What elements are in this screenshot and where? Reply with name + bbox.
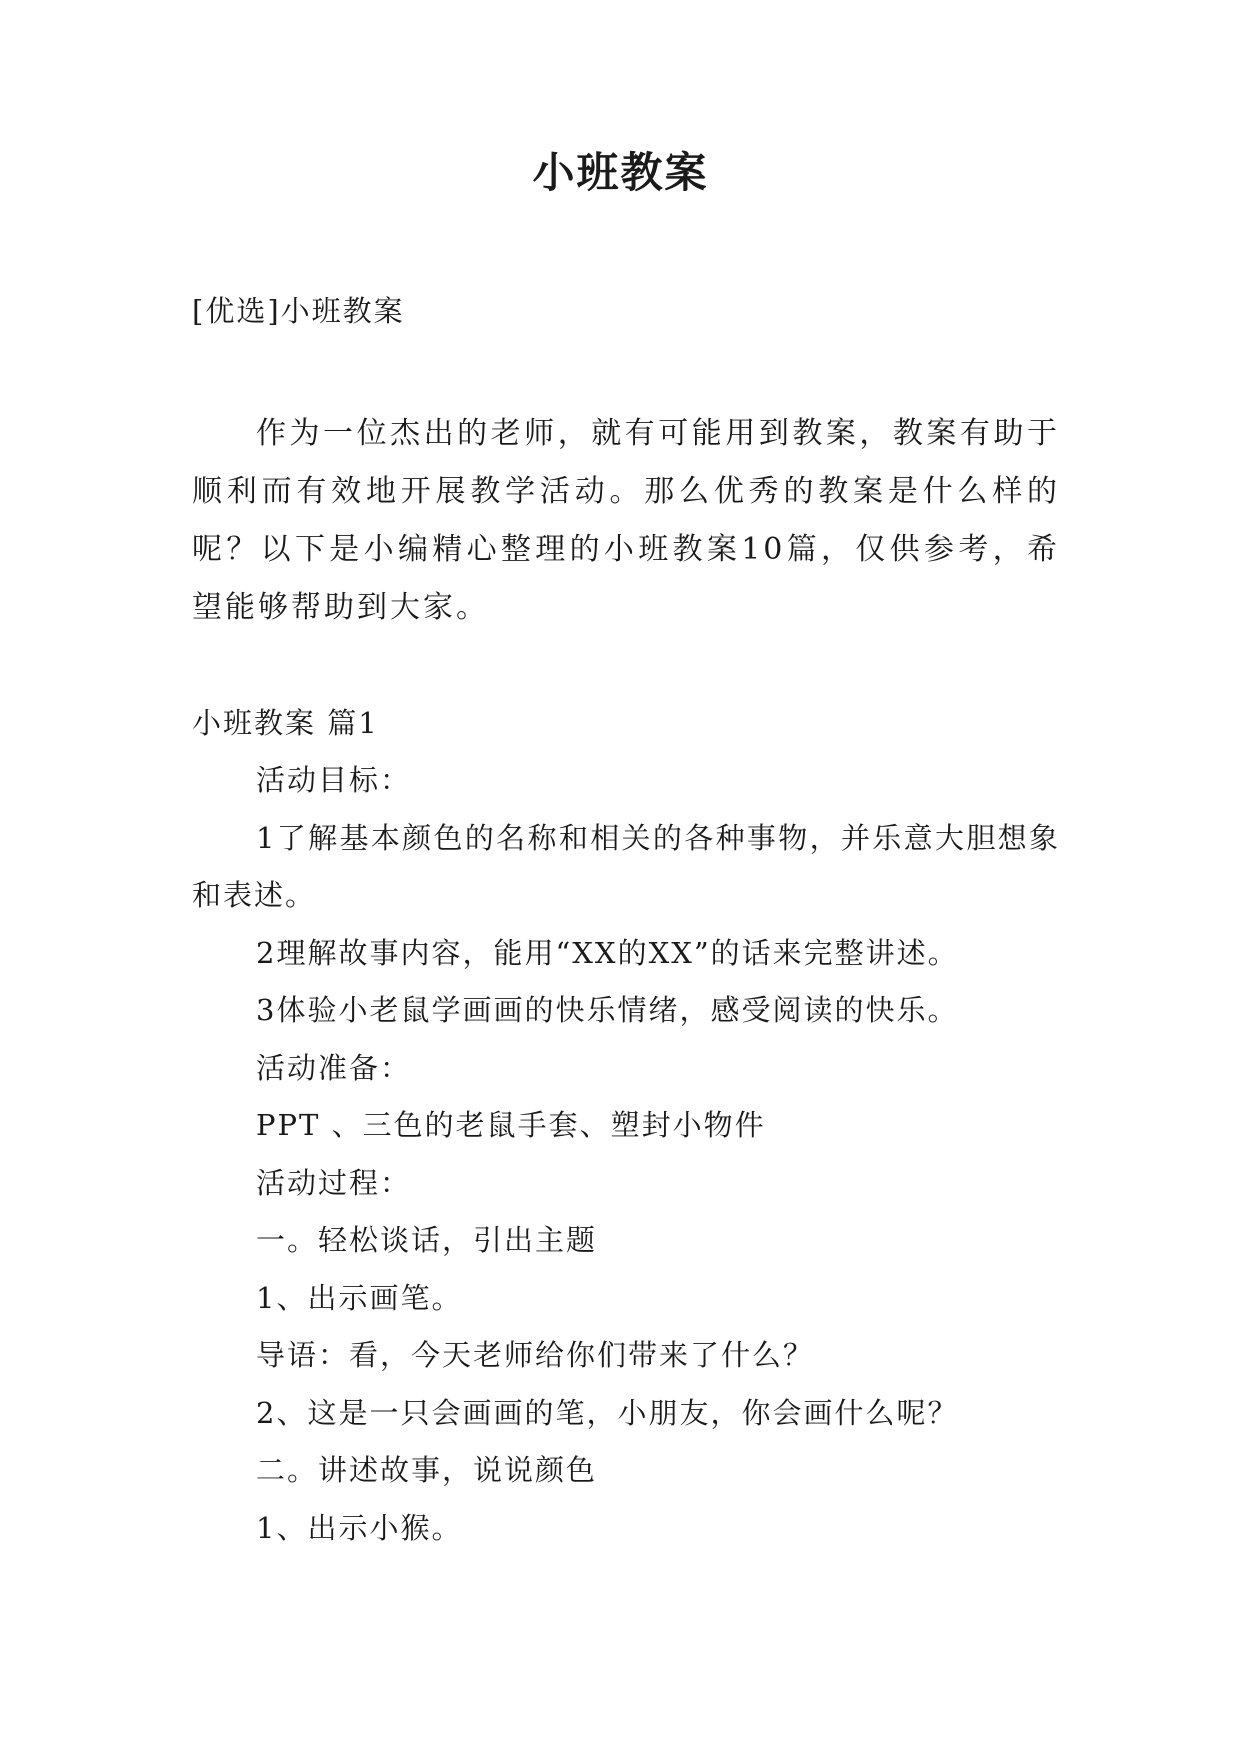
body-line: 导语：看，今天老师给你们带来了什么？ (256, 1338, 815, 1372)
body-line: 1了解基本颜色的名称和相关的各种事物，并乐意大胆想象和表述。 (192, 820, 1060, 912)
body-line: 二。讲述故事，说说颜色 (256, 1453, 598, 1487)
section-body (192, 752, 1060, 1557)
body-line: 3体验小老鼠学画画的快乐情绪，感受阅读的快乐。 (256, 993, 959, 1027)
body-line: 2、这是一只会画画的笔，小朋友，你会画什么呢？ (256, 1395, 959, 1430)
document-title: 小班教案 (532, 148, 709, 197)
body-line: PPT 、三色的老鼠手套、塑封小物件 (256, 1108, 766, 1142)
body-line: 活动目标： (256, 763, 412, 797)
body-line: 1、出示画笔。 (256, 1280, 463, 1315)
document-subtitle: [优选]小班教案 (192, 294, 405, 328)
section-heading: 小班教案 篇1 (192, 706, 379, 740)
body-line: 活动过程： (256, 1165, 412, 1200)
body-line: 活动准备： (256, 1050, 412, 1085)
body-line: 一。轻松谈话，引出主题 (256, 1223, 598, 1257)
body-line: 1、出示小猴。 (256, 1510, 463, 1545)
body-line: 2理解故事内容，能用“XX的XX”的话来完整讲述。 (256, 935, 959, 970)
intro-paragraph: 作为一位杰出的老师，就有可能用到教案，教案有助于顺利而有效地开展教学活动。那么优秀的教案是什么样的呢？以下是小编精心整理的小班教案10篇，仅供参考，希望能够帮助到大家。 (192, 416, 1060, 625)
